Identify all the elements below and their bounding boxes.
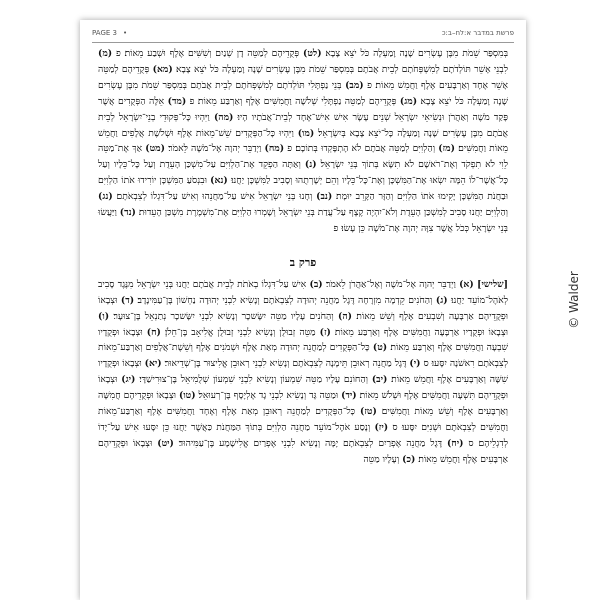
verse-number: (ט) — [372, 342, 388, 354]
verse-number: (יט) — [157, 437, 174, 449]
verse-number: (יא) — [144, 358, 162, 370]
verse-number: (מח) — [264, 143, 285, 155]
verse-number: (יד) — [341, 390, 357, 402]
verse-number: (ד) — [120, 294, 135, 306]
verse-number: (מו) — [297, 127, 315, 139]
verse-text: וַיְדַבֵּר יְהוָה אֶל־מֹשֶׁה וְאֶל־אַהֲרֹן לֵאמֹר׃ — [325, 278, 456, 290]
verse-number: (יג) — [121, 374, 136, 386]
verse-text: וַיִּהְיוּ כָּל־הַפְּקֻדִים שֵׁשׁ־מֵאוֹת אֶלֶף וּשְׁלֹשֶׁת אֲלָפִים וַחֲמֵשׁ מֵאוֹת וַחֲמִשִּׁים׃ — [98, 127, 509, 155]
verse-text: וְנָסַע אֹהֶל־מוֹעֵד מַחֲנֵה הַלְוִיִּם בְּתוֹךְ הַמַּחֲנֹת כַּאֲשֶׁר יַחֲנוּ כֵּן יִסָּעוּ אִישׁ עַל־יָדוֹ לְדִגְלֵיהֶם׃ ס — [98, 421, 509, 449]
verse-text: בְּמִסְפַּר שֵׁמֹת מִבֶּן עֶשְׂרִים שָׁנָה וָמַעְלָה כֹּל יֹצֵא צָבָא׃ — [325, 48, 509, 59]
verse-number: (מא) — [152, 63, 173, 75]
verse-text: וּבִנְסֹעַ הַמִּשְׁכָּן יוֹרִידוּ אֹתוֹ הַלְוִיִּם וּבַחֲנֹת הַמִּשְׁכָּן יָקִימוּ אֹתוֹ הַלְוִיִּם וְהַזָּר הַקָּרֵב יוּמָת׃ — [98, 175, 509, 203]
verse-number: (נב) — [316, 191, 333, 203]
verse-text: וּצְבָאוֹ וּפְקֻדֵיהֶם אַרְבָּעִים אֶלֶף וַחֲמֵשׁ מֵאוֹת׃ — [98, 437, 508, 465]
header-rule — [92, 42, 514, 43]
verse-text: כָּל־הַפְּקֻדִים לְמַחֲנֵה יְהוּדָה מְאַת אֶלֶף וּשְׁמֹנִים אֶלֶף וְשֵׁשֶׁת־אֲלָפִים וְאַרְבַּע־מֵאוֹת לְצִבְאֹתָם רִאשֹׁנָה יִסָּעוּ׃ ס — [98, 342, 508, 370]
verse-text: כָּל־הַפְּקֻדִים לְמַחֲנֵה רְאוּבֵן מְאַת אֶלֶף וְאֶחָד וַחֲמִשִּׁים אֶלֶף וְאַרְבַּע־מֵאוֹת וַחֲמִשִּׁים לְצִבְאֹתָם וּשְׁנִיִּם יִסָּעוּ׃ ס — [98, 406, 508, 433]
scripture-body — [98, 46, 508, 600]
verse-text: וְהַלְוִיִּם יַחֲנוּ סָבִיב לְמִשְׁכַּן הָעֵדֻת וְלֹא־יִהְיֶה קֶצֶף עַל־עֲדַת בְּנֵי יִשְׂרָאֵל וְשָׁמְרוּ הַלְוִיִּם אֶת־מִשְׁמֶרֶת מִשְׁכַּן הָעֵדוּת׃ — [138, 207, 508, 219]
verse-number: (מד) — [167, 95, 187, 107]
verse-text: פְּקֻדֵיהֶם לְמַטֵּה אָשֵׁר אֶחָד וְאַרְבָּעִים אֶלֶף וַחֲמֵשׁ מֵאוֹת׃ פ — [98, 63, 509, 91]
verse-text: וַיִּהְיוּ כָּל־פְּקוּדֵי בְנֵי־יִשְׂרָאֵל לְבֵית אֲבֹתָם מִבֶּן עֶשְׂרִים שָׁנָה וָמַעְלָה כָּל־יֹצֵא צָבָא בְּיִשְׂרָאֵל׃ — [98, 111, 508, 139]
verse-text: וְהַחֹנִים עָלָיו מַטֵּה יִשָּׂשכָר וְנָשִׂיא לִבְנֵי יִשָּׂשכָר נְתַנְאֵל בֶּן־צוּעָר׃ — [113, 310, 334, 322]
verse-number: (ג) — [435, 294, 448, 306]
verse-number: (לט) — [303, 48, 322, 59]
verse-number: [שלישי] (א) — [459, 278, 508, 290]
verse-number: (יז) — [374, 421, 389, 433]
verse-text: וְחָנוּ בְּנֵי יִשְׂרָאֵל אִישׁ עַל־מַחֲנֵהוּ וְאִישׁ עַל־דִּגְלוֹ לְצִבְאֹתָם׃ — [116, 191, 313, 203]
page-label: PAGE 3 — [92, 29, 117, 37]
verse-number: (נד) — [119, 207, 136, 219]
verse-text: וּצְבָאוֹ וּפְקֻדָיו אַרְבָּעָה וַחֲמִשִּׁים אֶלֶף וְאַרְבַּע מֵאוֹת׃ — [334, 326, 509, 338]
verse-text: וּצְבָאוֹ וּפְקֻדָיו שִׁבְעָה וַחֲמִשִּׁים אֶלֶף וְאַרְבַּע מֵאוֹת׃ — [98, 326, 509, 354]
chapter-two-paragraph — [98, 277, 508, 468]
verse-text: אִישׁ עַל־דִּגְלוֹ בְאֹתֹת לְבֵית אֲבֹתָם יַחֲנוּ בְּנֵי יִשְׂרָאֵל מִנֶּגֶד סָבִיב לְאֹהֶל־מוֹעֵד יַחֲנוּ׃ — [98, 278, 509, 306]
copyright-credit: © Walder — [567, 271, 581, 329]
chapter-one-end-paragraph — [98, 46, 508, 237]
verse-text: פְּקֻדֵיהֶם לְמַטֵּה דָן שְׁנַיִם וְשִׁשִּׁים אֶלֶף וּשְׁבַע מֵאוֹת׃ פ — [115, 48, 300, 59]
verse-number: (כ) — [402, 453, 416, 465]
verse-text: וּצְבָאוֹ וּפְקֻדֵיהֶם חֲמִשָּׁה וְאַרְבָּעִים אֶלֶף וְשֵׁשׁ מֵאוֹת וַחֲמִשִּׁים׃ — [98, 390, 509, 418]
verse-text: וְעָלָיו מַטֵּה — [363, 453, 400, 465]
verse-number: (מז) — [438, 143, 455, 155]
page-header-left — [92, 29, 127, 37]
verse-number: (יח) — [446, 437, 464, 449]
verse-number: (מ) — [98, 48, 113, 59]
verse-number: (ח) — [146, 326, 161, 338]
verse-number: (נג) — [98, 191, 113, 203]
verse-number: (טו) — [178, 390, 196, 402]
header-bullet: • — [122, 29, 128, 37]
verse-text: וּמַטֵּה גָּד וְנָשִׂיא לִבְנֵי גָד אֶלְיָסָף בֶּן־רְעוּאֵל׃ — [198, 390, 339, 402]
document-page — [80, 20, 526, 600]
verse-number: (טז) — [360, 406, 377, 418]
verse-text: דֶּגֶל מַחֲנֵה רְאוּבֵן תֵּימָנָה לְצִבְאֹתָם וְנָשִׂיא לִבְנֵי רְאוּבֵן אֱלִיצוּר בֶּן־שְׁדֵיאוּר׃ — [164, 358, 407, 370]
verse-text: וּצְבָאוֹ וּפְקֻדָיו שִׁשָּׁה וְאַרְבָּעִים אֶלֶף וַחֲמֵשׁ מֵאוֹת׃ — [98, 358, 508, 386]
verse-text: וַיְדַבֵּר יְהוָה אֶל־מֹשֶׁה לֵּאמֹר׃ — [168, 143, 262, 155]
verse-text: דֶּגֶל מַחֲנֵה אֶפְרַיִם לְצִבְאֹתָם יָמָּה וְנָשִׂיא לִבְנֵי אֶפְרַיִם אֱלִישָׁמָע בֶּן־עַמִּיהוּד׃ — [178, 437, 443, 449]
verse-number: (מב) — [345, 79, 364, 91]
verse-text: וּצְבָאוֹ וּפְקֻדֵיהֶם אַרְבָּעָה וְשִׁבְעִים אֶלֶף וְשֵׁשׁ מֵאוֹת׃ — [98, 294, 509, 322]
verse-number: (יב) — [371, 374, 388, 386]
verse-text: וְהַלְוִיִּם לְמַטֵּה אֲבֹתָם לֹא הָתְפָּקְדוּ בְּתוֹכָם׃ פ — [287, 143, 436, 155]
verse-number: (ז) — [319, 326, 331, 338]
verse-text: וּצְבָאוֹ וּפְקֻדֵיהֶם תִּשְׁעָה וַחֲמִשִּׁים אֶלֶף וּשְׁלֹשׁ מֵאוֹת׃ — [98, 374, 508, 402]
verse-number: (ו) — [98, 310, 110, 322]
verse-text: בְּנֵי נַפְתָּלִי תּוֹלְדֹתָם לְמִשְׁפְּחֹתָם לְבֵית אֲבֹתָם בְּמִסְפַּר שֵׁמֹת מִבֶּן עֶשְׂרִים שָׁנָה וָמַעְלָה כֹּל יֹצֵא צָבָא׃ — [98, 79, 509, 107]
verse-text: וְאַתָּה הַפְקֵד אֶת־הַלְוִיִּם עַל־מִשְׁכַּן הָעֵדֻת וְעַל כָּל־כֵּלָיו וְעַל כָּל־אֲשֶׁר־לוֹ הֵמָּה יִשְׂאוּ אֶת־הַמִּשְׁכָּן וְאֶת־כָּל־כֵּלָיו וְהֵם יְשָׁרְתֻהוּ וְסָבִיב לַמִּשְׁכָּן יַחֲנוּ׃ — [98, 159, 509, 187]
verse-text: אַךְ אֶת־מַטֵּה לֵוִי לֹא תִפְקֹד וְאֶת־רֹאשָׁם לֹא תִשָּׂא בְּתוֹךְ בְּנֵי יִשְׂרָאֵל׃ — [98, 143, 509, 171]
running-title: פרשת במדבר א:לח–ב:כ — [441, 29, 514, 37]
verse-text: וְהַחֹנִים קֵדְמָה מִזְרָחָה דֶּגֶל מַחֲנֵה יְהוּדָה לְצִבְאֹתָם וְנָשִׂיא לִבְנֵי יְהוּדָה נַחְשׁוֹן בֶּן־עַמִּינָדָב׃ — [137, 294, 433, 306]
verse-number: (ה) — [337, 310, 352, 322]
verse-text: מַטֵּה זְבוּלֻן וְנָשִׂיא לִבְנֵי זְבוּלֻן אֱלִיאָב בֶּן־חֵלֹן׃ — [164, 326, 316, 338]
verse-text: וְהַחוֹנִם עָלָיו מַטֵּה שִׁמְעוֹן וְנָשִׂיא לִבְנֵי שִׁמְעוֹן שְׁלֻמִיאֵל בֶּן־צוּרִישַׁדָּי׃ — [139, 374, 369, 386]
verse-number: (מג) — [399, 95, 418, 107]
verse-text: לִבְנֵי אָשֵׁר תּוֹלְדֹתָם לְמִשְׁפְּחֹתָם לְבֵית אֲבֹתָם בְּמִסְפַּר שֵׁמֹת מִבֶּן עֶשְׂרִים שָׁנָה וָמַעְלָה כֹּל יֹצֵא צָבָא׃ — [175, 63, 509, 75]
verse-text: אֵלֶּה הַפְּקֻדִים אֲשֶׁר פָּקַד מֹשֶׁה וְאַהֲרֹן וּנְשִׂיאֵי יִשְׂרָאֵל שְׁנֵים עָשָׂר אִישׁ אִישׁ־אֶחָד לְבֵית־אֲבֹתָיו הָיוּ׃ — [98, 95, 509, 123]
verse-number: (י) — [409, 358, 421, 370]
verse-text: וַיַּעֲשׂוּ בְּנֵי יִשְׂרָאֵל כְּכֹל אֲשֶׁר צִוָּה יְהוָה אֶת־מֹשֶׁה כֵּן עָשׂוּ׃ פ — [98, 207, 508, 234]
chapter-heading: פרק ב — [289, 255, 317, 269]
verse-number: (ב) — [309, 278, 323, 290]
page-header — [92, 26, 514, 40]
verse-number: (נא) — [210, 175, 228, 187]
verse-number: (מט) — [145, 143, 165, 155]
verse-number: (נ) — [304, 159, 317, 171]
verse-text: פְּקֻדֵיהֶם לְמַטֵּה נַפְתָּלִי שְׁלֹשָׁה וַחֲמִשִּׁים אֶלֶף וְאַרְבַּע מֵאוֹת׃ פ — [189, 95, 397, 107]
verse-number: (מה) — [213, 111, 234, 123]
